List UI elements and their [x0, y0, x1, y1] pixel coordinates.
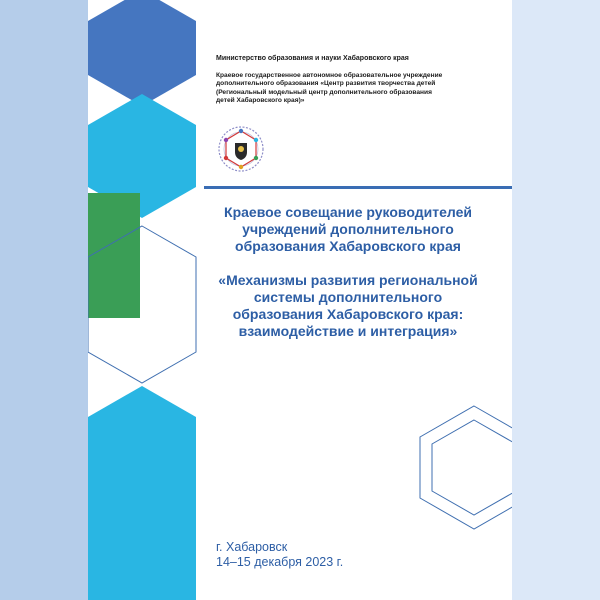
left-background-band [0, 0, 88, 600]
event-title-line: образования Хабаровского края [235, 238, 461, 254]
theme-title-line: «Механизмы развития региональной [218, 272, 478, 288]
city-label: г. Хабаровск [216, 540, 288, 554]
cover-title [190, 204, 506, 340]
institution-name [216, 72, 496, 106]
theme-title-line: взаимодействие и интеграция» [238, 323, 458, 339]
institution-line: Краевое государственное автономное образовательное учреждение [216, 72, 443, 79]
cyan-hexagon-bottom [88, 386, 196, 600]
theme-title-line: образования Хабаровского края: [232, 306, 464, 322]
theme-title-line: системы дополнительного [253, 289, 443, 305]
institution-line: детей Хабаровского края)» [216, 97, 305, 105]
brochure-cover [88, 0, 512, 600]
event-dates: 14–15 декабря 2023 г. [216, 555, 344, 569]
green-hexagon [88, 193, 140, 318]
header-divider [204, 186, 512, 189]
dark-blue-hexagon [88, 0, 196, 106]
event-title-line: Краевое совещание руководителей [224, 204, 472, 220]
institution-line: дополнительного образования «Центр развития творчества детей [216, 80, 436, 88]
cover-footer [216, 540, 343, 570]
regional-center-logo-icon [216, 124, 266, 174]
ministry-name: Министерство образования и науки Хабаровского края [216, 55, 409, 62]
outline-hexagon-right-inner [432, 420, 512, 515]
institution-line: (Региональный модельный центр дополнительного образования [216, 88, 432, 96]
event-title-line: учреждений дополнительного [242, 221, 454, 237]
right-background-band [512, 0, 600, 600]
